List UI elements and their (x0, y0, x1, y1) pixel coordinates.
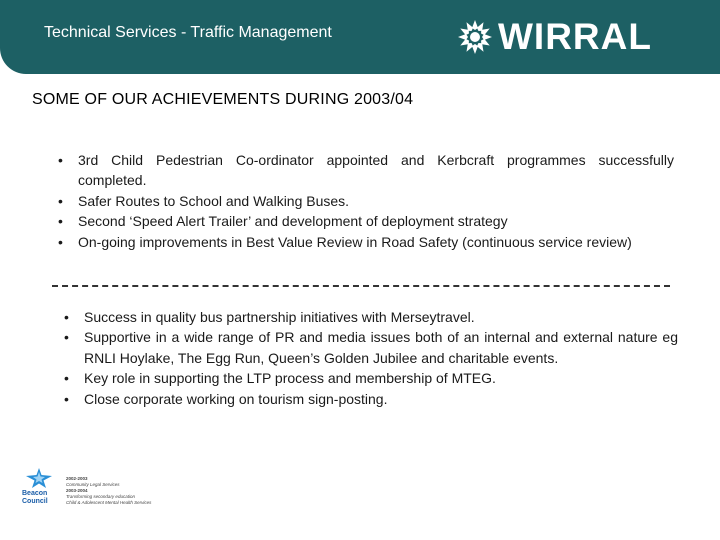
bullet: • (58, 213, 63, 230)
beacon-council-logo (22, 468, 56, 512)
beacon-line: Community Legal Services (66, 482, 120, 487)
achievements-list-b (64, 307, 678, 409)
header-title: Technical Services - Traffic Management (44, 24, 332, 41)
list-item: • Safer Routes to School and Walking Buses. (78, 191, 674, 211)
list-item: • Second ‘Speed Alert Trailer’ and development of deployment strategy (78, 211, 674, 231)
list-item: • Success in quality bus partnership initiatives with Merseytravel. (84, 307, 678, 327)
beacon-line: 2003-2004 (66, 488, 88, 493)
bullet: • (58, 233, 63, 250)
bullet: • (64, 329, 69, 346)
beacon-line: Child & Adolescent Mental Health Services (66, 500, 152, 505)
wirral-emblem-icon (456, 18, 494, 56)
beacon-council-badge (22, 468, 151, 512)
wirral-logo (456, 16, 652, 58)
bullet: • (64, 370, 69, 387)
achievements-list-a (58, 150, 674, 252)
list-item: • Key role in supporting the LTP process and membership of MTEG. (84, 368, 678, 388)
list-item: • Supportive in a wide range of PR and media issues both of an internal and external nature eg RNLI Hoylake, The Egg Run, Queen’s Golden Jubilee and charitable events. (64, 329, 678, 366)
page-heading: SOME OF OUR ACHIEVEMENTS DURING 2003/04 (32, 91, 414, 108)
bullet: • (64, 309, 69, 325)
bullet: • (64, 390, 69, 407)
logo-text: WIRRAL (498, 16, 652, 57)
list-item: • On-going improvements in Best Value Review in Road Safety (continuous service review) (78, 232, 674, 252)
beacon-star-icon (26, 468, 52, 488)
beacon-name-line1: Beacon (22, 490, 48, 497)
list-item: • 3rd Child Pedestrian Co-ordinator appointed and Kerbcraft programmes successfully completed. (58, 152, 674, 189)
dashed-divider (52, 285, 670, 287)
beacon-line: Transforming secondary education (66, 494, 135, 499)
bullet: • (58, 152, 63, 168)
beacon-line: 2002-2003 (66, 476, 88, 481)
beacon-awards-text (66, 476, 151, 506)
beacon-name-line2: Council (22, 498, 48, 505)
bullet: • (58, 192, 63, 209)
list-item: • Close corporate working on tourism sign-posting. (84, 389, 678, 409)
header-bar (0, 0, 720, 74)
